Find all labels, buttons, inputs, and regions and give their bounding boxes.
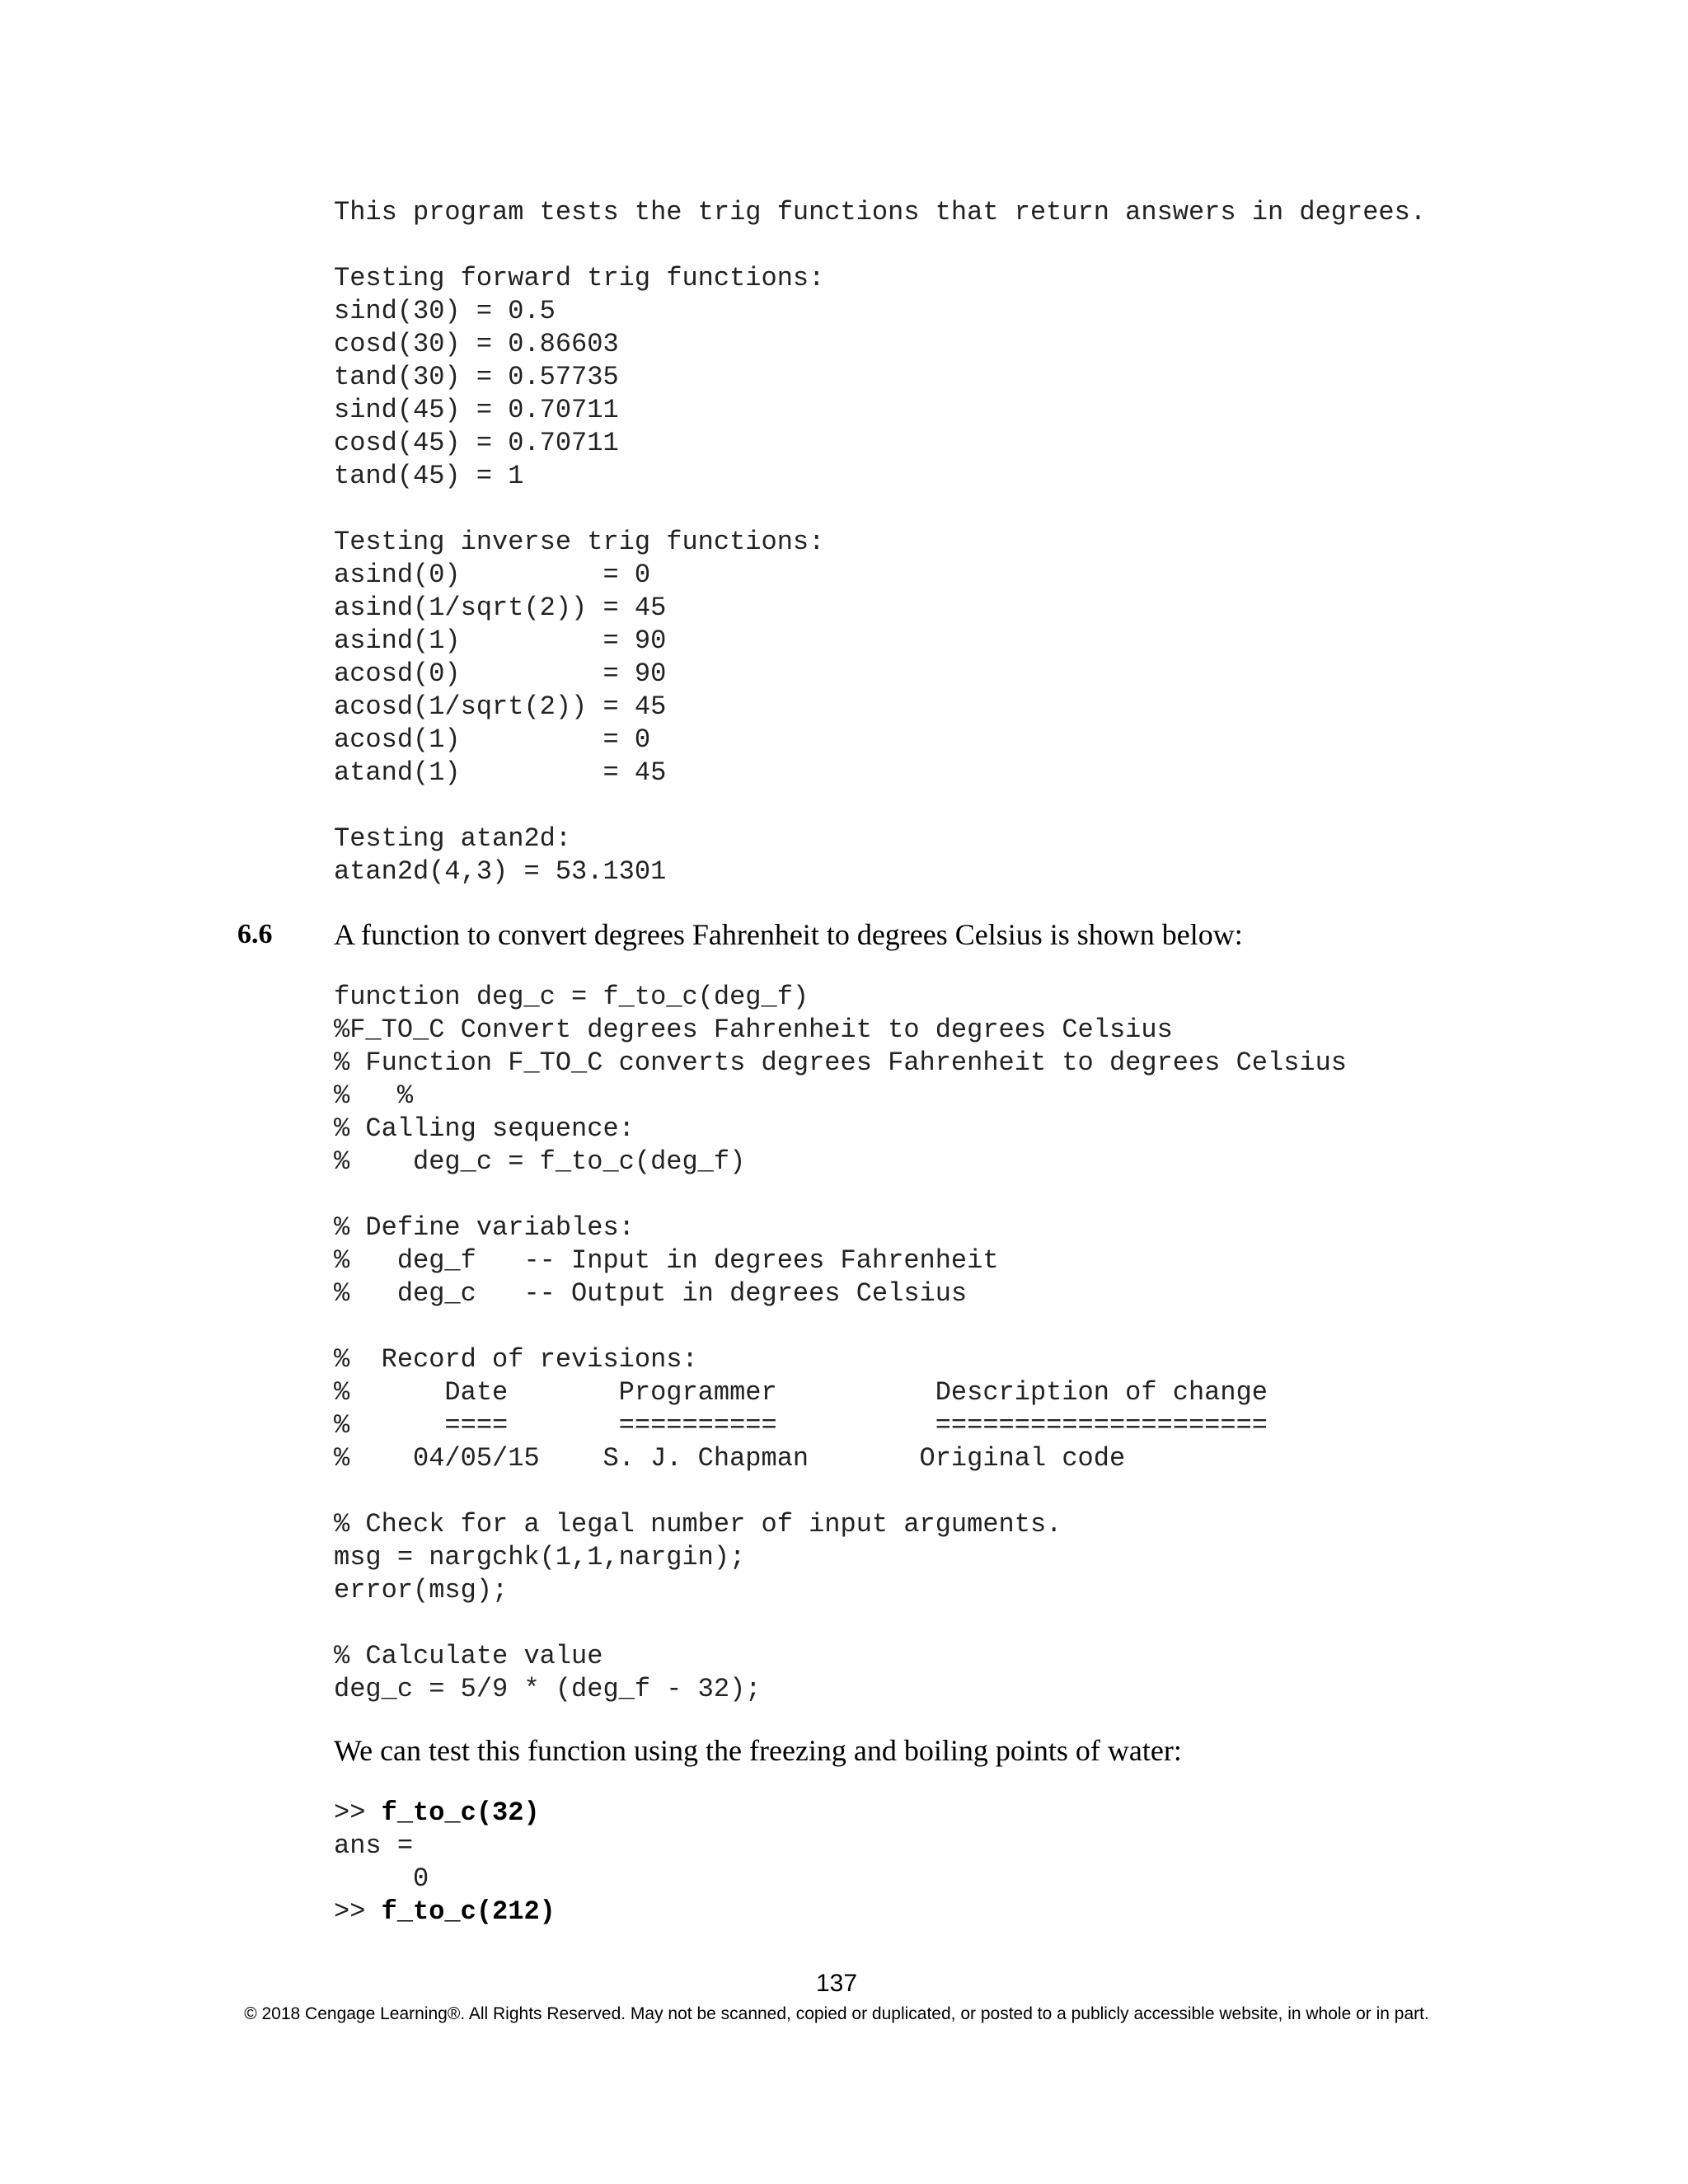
code-line xyxy=(334,1607,1347,1640)
code-line: % Calling sequence: xyxy=(334,1113,635,1144)
code-line: acosd(1/sqrt(2)) = 45 xyxy=(334,691,667,722)
code-line xyxy=(334,1179,1347,1212)
command-text: f_to_c(32) xyxy=(381,1797,540,1828)
code-line xyxy=(334,229,1426,262)
code-line: % Date Programmer Description of change xyxy=(334,1377,1268,1408)
code-line: acosd(0) = 90 xyxy=(334,658,667,689)
code-line: msg = nargchk(1,1,nargin); xyxy=(334,1542,746,1572)
code-line: Testing atan2d: xyxy=(334,823,572,854)
command-session-block xyxy=(334,1797,556,1929)
session-line xyxy=(334,1797,556,1830)
code-line: % deg_f -- Input in degrees Fahrenheit xyxy=(334,1245,999,1276)
prompt-symbol: >> xyxy=(334,1896,382,1927)
code-line: sind(30) = 0.5 xyxy=(334,296,556,326)
code-line: error(msg); xyxy=(334,1575,509,1605)
section-number: 6.6 xyxy=(237,919,273,949)
code-line xyxy=(334,1475,1347,1508)
code-line: % deg_c -- Output in degrees Celsius xyxy=(334,1278,968,1309)
code-line: % 04/05/15 S. J. Chapman Original code xyxy=(334,1443,1126,1474)
code-line xyxy=(334,1310,1347,1343)
section-intro-text: A function to convert degrees Fahrenheit to degrees Celsius is shown below: xyxy=(334,918,1243,951)
function-code-block xyxy=(334,981,1347,1706)
code-line: acosd(1) = 0 xyxy=(334,724,651,755)
code-line: % ==== ========== ===================== xyxy=(334,1410,1268,1441)
program-output-block xyxy=(334,196,1426,888)
code-line: asind(1) = 90 xyxy=(334,626,667,656)
code-line: % Define variables: xyxy=(334,1212,635,1243)
code-line: This program tests the trig functions that return answers in degrees. xyxy=(334,197,1427,227)
code-line: % % xyxy=(334,1080,414,1111)
session-line: 0 xyxy=(334,1863,429,1894)
code-line: deg_c = 5/9 * (deg_f - 32); xyxy=(334,1674,762,1704)
code-line: function deg_c = f_to_c(deg_f) xyxy=(334,982,809,1012)
code-line: tand(45) = 1 xyxy=(334,461,524,491)
page-number: 137 xyxy=(815,1970,858,1997)
code-line: % deg_c = f_to_c(deg_f) xyxy=(334,1146,746,1177)
code-line: asind(0) = 0 xyxy=(334,560,651,590)
code-line: % Function F_TO_C converts degrees Fahrenheit to degrees Celsius xyxy=(334,1047,1347,1078)
code-line: tand(30) = 0.57735 xyxy=(334,362,619,392)
code-line: atan2d(4,3) = 53.1301 xyxy=(334,856,667,887)
code-line: cosd(45) = 0.70711 xyxy=(334,428,619,458)
code-line: atand(1) = 45 xyxy=(334,757,667,788)
prompt-symbol: >> xyxy=(334,1797,382,1828)
code-line: Testing forward trig functions: xyxy=(334,263,825,293)
command-text: f_to_c(212) xyxy=(381,1896,556,1927)
code-line: % Check for a legal number of input arguments. xyxy=(334,1509,1062,1540)
test-intro-text: We can test this function using the freezing and boiling points of water: xyxy=(334,1734,1182,1767)
code-line: %F_TO_C Convert degrees Fahrenheit to degrees Celsius xyxy=(334,1015,1173,1045)
code-line: sind(45) = 0.70711 xyxy=(334,395,619,425)
code-line xyxy=(334,790,1426,823)
session-line xyxy=(334,1896,556,1929)
code-line: cosd(30) = 0.86603 xyxy=(334,329,619,359)
code-line xyxy=(334,493,1426,526)
code-line: asind(1/sqrt(2)) = 45 xyxy=(334,593,667,623)
code-line: % Calculate value xyxy=(334,1641,603,1671)
copyright-notice: © 2018 Cengage Learning®. All Rights Reserved. May not be scanned, copied or duplicated, or posted to a publicly accessible website, in whole or in part. xyxy=(244,2004,1429,2023)
session-line: ans = xyxy=(334,1830,414,1861)
code-line: % Record of revisions: xyxy=(334,1344,698,1375)
code-line: Testing inverse trig functions: xyxy=(334,527,825,557)
